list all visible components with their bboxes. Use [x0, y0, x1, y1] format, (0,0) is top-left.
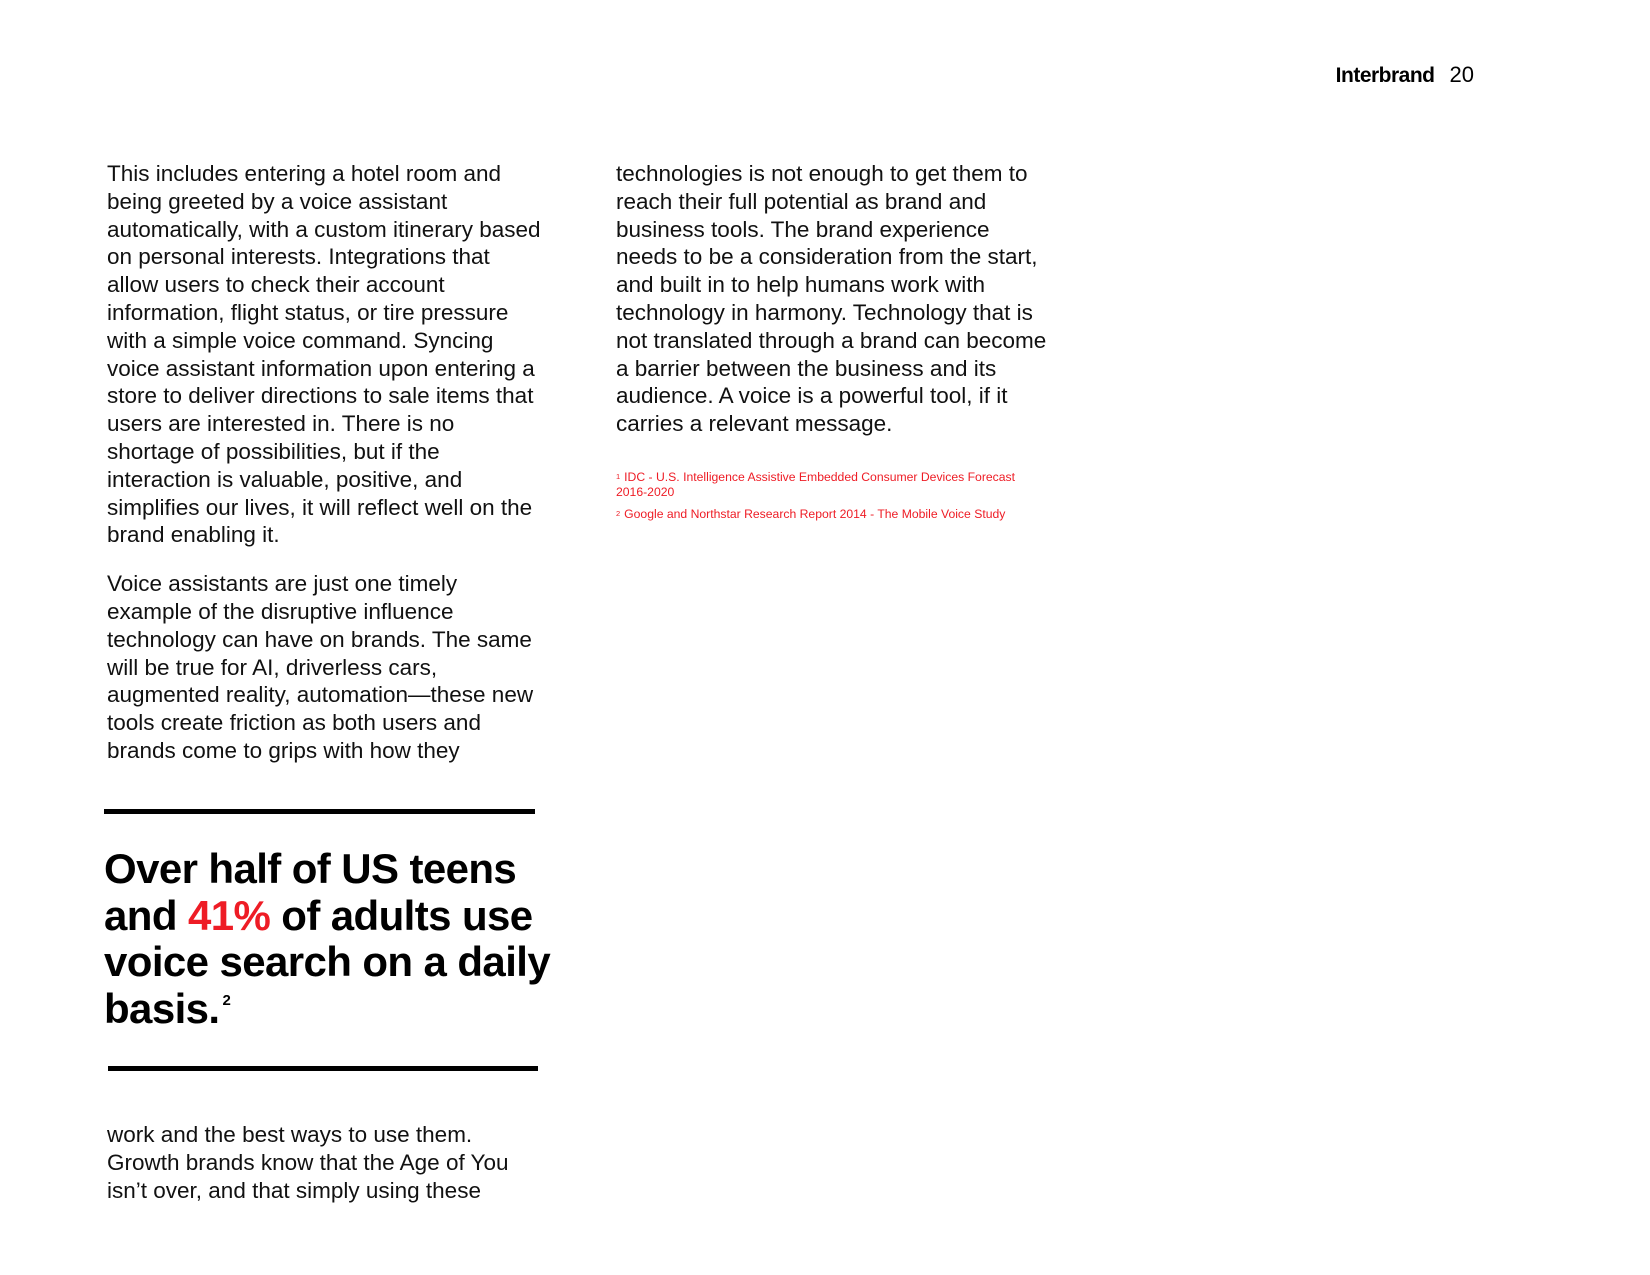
body-paragraph: Voice assistants are just one timely example of the disruptive influence technology can have on brands. The same will be true for AI, driverless cars, augmented reality, automation—these new tools create friction as both users and brands come to grips with how they [107, 571, 534, 763]
pull-quote-top-rule [104, 809, 535, 814]
footnote-reference: 2 [222, 991, 231, 1009]
pull-quote-text: of adults use voice search on a daily basis. [104, 891, 551, 1032]
pull-quote-bottom-rule [108, 1066, 538, 1071]
footnotes [616, 470, 1036, 522]
pull-quote [104, 846, 554, 1032]
pull-quote-text: Over half of US teens and [104, 845, 517, 939]
body-paragraph: work and the best ways to use them. Growth brands know that the Age of You isn’t over, and that simply using these [107, 1122, 509, 1203]
pull-quote-highlight: 41% [187, 891, 271, 939]
brand-logo: Interbrand [1335, 64, 1435, 87]
right-column [616, 160, 1056, 438]
footnote-text: IDC - U.S. Intelligence Assistive Embedded Consumer Devices Forecast 2016-2020 [616, 470, 1016, 499]
body-paragraph: This includes entering a hotel room and being greeted by a voice assistant automatically, with a custom itinerary based on personal interests. Integrations that allow users to check their account information, flight status, or tire pressure with a simple voice command. Syncing voice assistant information upon entering a store to deliver directions to sale items that users are interested in. There is no shortage of possibilities, but if the interaction is valuable, positive, and simplifies our lives, it will reflect well on the brand enabling it. [107, 161, 541, 548]
footnote-number: 1 [616, 472, 621, 481]
footnote-text: Google and Northstar Research Report 2014 - The Mobile Voice Study [624, 507, 1006, 521]
left-column [107, 160, 547, 765]
footnote-1 [616, 470, 1036, 500]
body-paragraph: technologies is not enough to get them to reach their full potential as brand and business tools. The brand experience needs to be a consideration from the start, and built in to help humans work with technology in harmony. Technology that is not translated through a brand can become a barrier between the business and its audience. A voice is a powerful tool, if it carries a relevant message. [616, 161, 1047, 437]
left-column-continued [107, 1121, 547, 1204]
footnote-2 [616, 507, 1036, 522]
page-number: 20 [1449, 62, 1474, 87]
page-header [1336, 62, 1474, 88]
footnote-number: 2 [616, 509, 621, 518]
